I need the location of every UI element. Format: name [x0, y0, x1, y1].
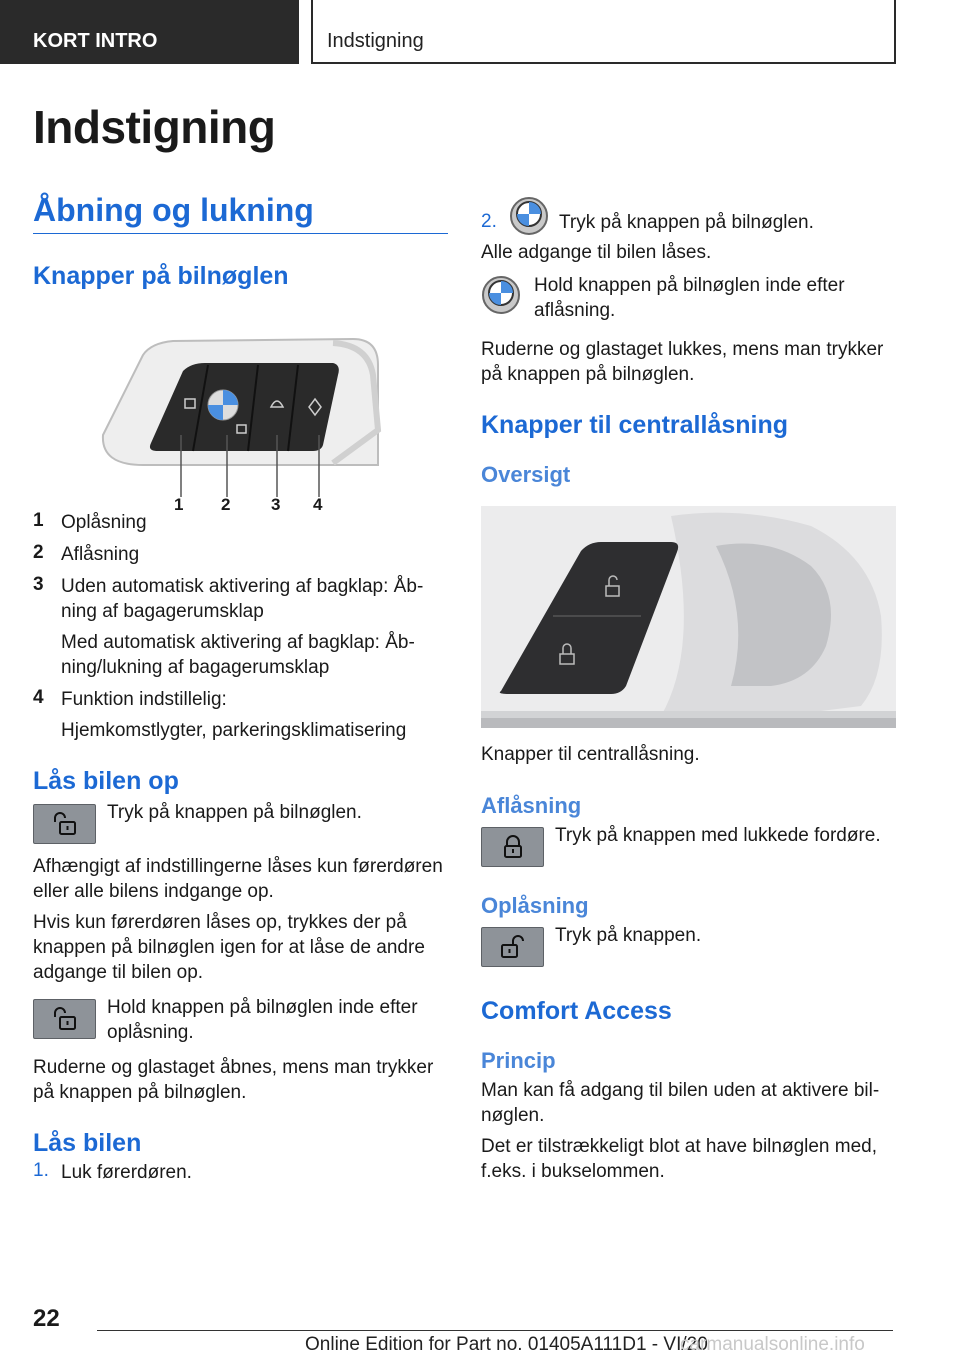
- heading-unlock: Oplåsning: [481, 893, 589, 918]
- central-unlock-instruction: [481, 923, 896, 967]
- windows-close-text: Ruderne og glastaget lukkes, mens man trykker på knappen på bilnøglen.: [481, 339, 884, 385]
- list-item-sub: Hjemkomstlygter, parkeringsklimatisering: [61, 720, 407, 741]
- unlock-hold-instruction: [33, 995, 448, 1045]
- principle-paragraph-2: Det er tilstrækkeligt blot at have bilnøglen med, f.eks. i bukselommen.: [481, 1136, 878, 1182]
- heading-open-close: Åbning og lukning: [33, 192, 448, 234]
- principle-paragraph-1: Man kan få adgang til bilen uden at aktivere bilnøglen.: [481, 1080, 880, 1126]
- heading-key-buttons: Knapper på bilnøglen: [33, 262, 289, 290]
- chapter-tab: [311, 0, 896, 64]
- unlock-button-icon: [481, 927, 544, 967]
- central-lock-instruction: [481, 823, 896, 867]
- list-item-sub: Med automatisk aktivering af bagklap: Åbning/lukning af bagagerumsklap: [61, 632, 415, 678]
- left-column: [33, 190, 448, 1185]
- list-item: 2. Tryk på knappen på bilnøglen.: [481, 208, 896, 236]
- unlock-button-icon: [33, 804, 96, 844]
- list-item: 3 Uden automatisk aktivering af bagklap: Åbning af bagagerumsklap: [33, 574, 424, 622]
- section-tab: [0, 0, 299, 64]
- list-item: 1. Luk førerdøren.: [33, 1160, 192, 1183]
- hold-lock-instruction: [481, 273, 896, 323]
- unlock-paragraph-1: Afhængigt af indstillingerne låses kun førerdøren eller alle bilens indgange op.: [33, 856, 443, 902]
- door-handle-icon: [481, 506, 896, 728]
- central-unlock-text: Tryk på knappen.: [555, 925, 702, 946]
- unlock-hold-text: Hold knappen på bilnøglen inde efter oplåsning.: [107, 997, 418, 1043]
- key-lock-button-icon: [481, 275, 521, 315]
- key-fob-illustration: [33, 335, 448, 525]
- key-fob-icon: [33, 335, 448, 515]
- heading-unlock: Lås bilen op: [33, 767, 179, 795]
- lock-button-icon: [481, 827, 544, 867]
- right-column: [481, 208, 896, 1184]
- edition-text: Online Edition for Part no. 01405A111D1 - VI/20: [305, 1334, 708, 1355]
- heading-comfort-access: Comfort Access: [481, 997, 672, 1025]
- central-lock-text: Tryk på knappen med lukkede fordøre.: [555, 825, 881, 846]
- unlock-paragraph-2: Hvis kun førerdøren låses op, trykkes der på knappen på bilnøglen igen for at låse de andre adgange til bilen op.: [33, 912, 425, 983]
- heading-overview: Oversigt: [481, 462, 571, 487]
- key-lock-button-icon: [509, 196, 549, 236]
- section-label: KORT INTRO: [33, 30, 158, 52]
- list-item: 1 Oplåsning: [33, 510, 147, 533]
- chapter-label: Indstigning: [327, 30, 424, 52]
- watermark-text: carmanualsonline.info: [680, 1334, 865, 1355]
- lock-steps: [33, 1160, 448, 1185]
- heading-lock: Lås bilen: [33, 1129, 142, 1157]
- overview-caption: Knapper til centrallåsning.: [481, 744, 700, 765]
- key-label-2: 2: [221, 495, 231, 514]
- lock-steps-continued: [481, 208, 896, 236]
- door-panel-illustration: [481, 506, 896, 728]
- list-item: 4 Funktion indstillelig:: [33, 687, 227, 710]
- unlock-press-text: Tryk på knappen på bilnøglen.: [107, 802, 362, 823]
- heading-principle: Princip: [481, 1048, 556, 1073]
- unlock-instruction: [33, 800, 448, 844]
- footer-divider: [97, 1330, 893, 1331]
- heading-lock: Aflåsning: [481, 793, 582, 818]
- unlock-paragraph-3: Ruderne og glastaget åbnes, mens man trykker på knappen på bilnøglen.: [33, 1057, 434, 1103]
- key-label-4: 4: [313, 495, 323, 514]
- list-item: 2 Aflåsning: [33, 542, 140, 565]
- key-label-3: 3: [271, 495, 281, 514]
- page-title: Indstigning: [33, 101, 276, 153]
- key-label-1: 1: [174, 495, 184, 514]
- unlock-button-icon: [33, 999, 96, 1039]
- page-number: 22: [33, 1305, 60, 1332]
- all-locked-text: Alle adgange til bilen låses.: [481, 242, 712, 263]
- key-button-list: [33, 510, 448, 743]
- hold-lock-text: Hold knappen på bilnøglen inde efter aflåsning.: [534, 275, 845, 321]
- heading-central-locking: Knapper til centrallåsning: [481, 411, 789, 439]
